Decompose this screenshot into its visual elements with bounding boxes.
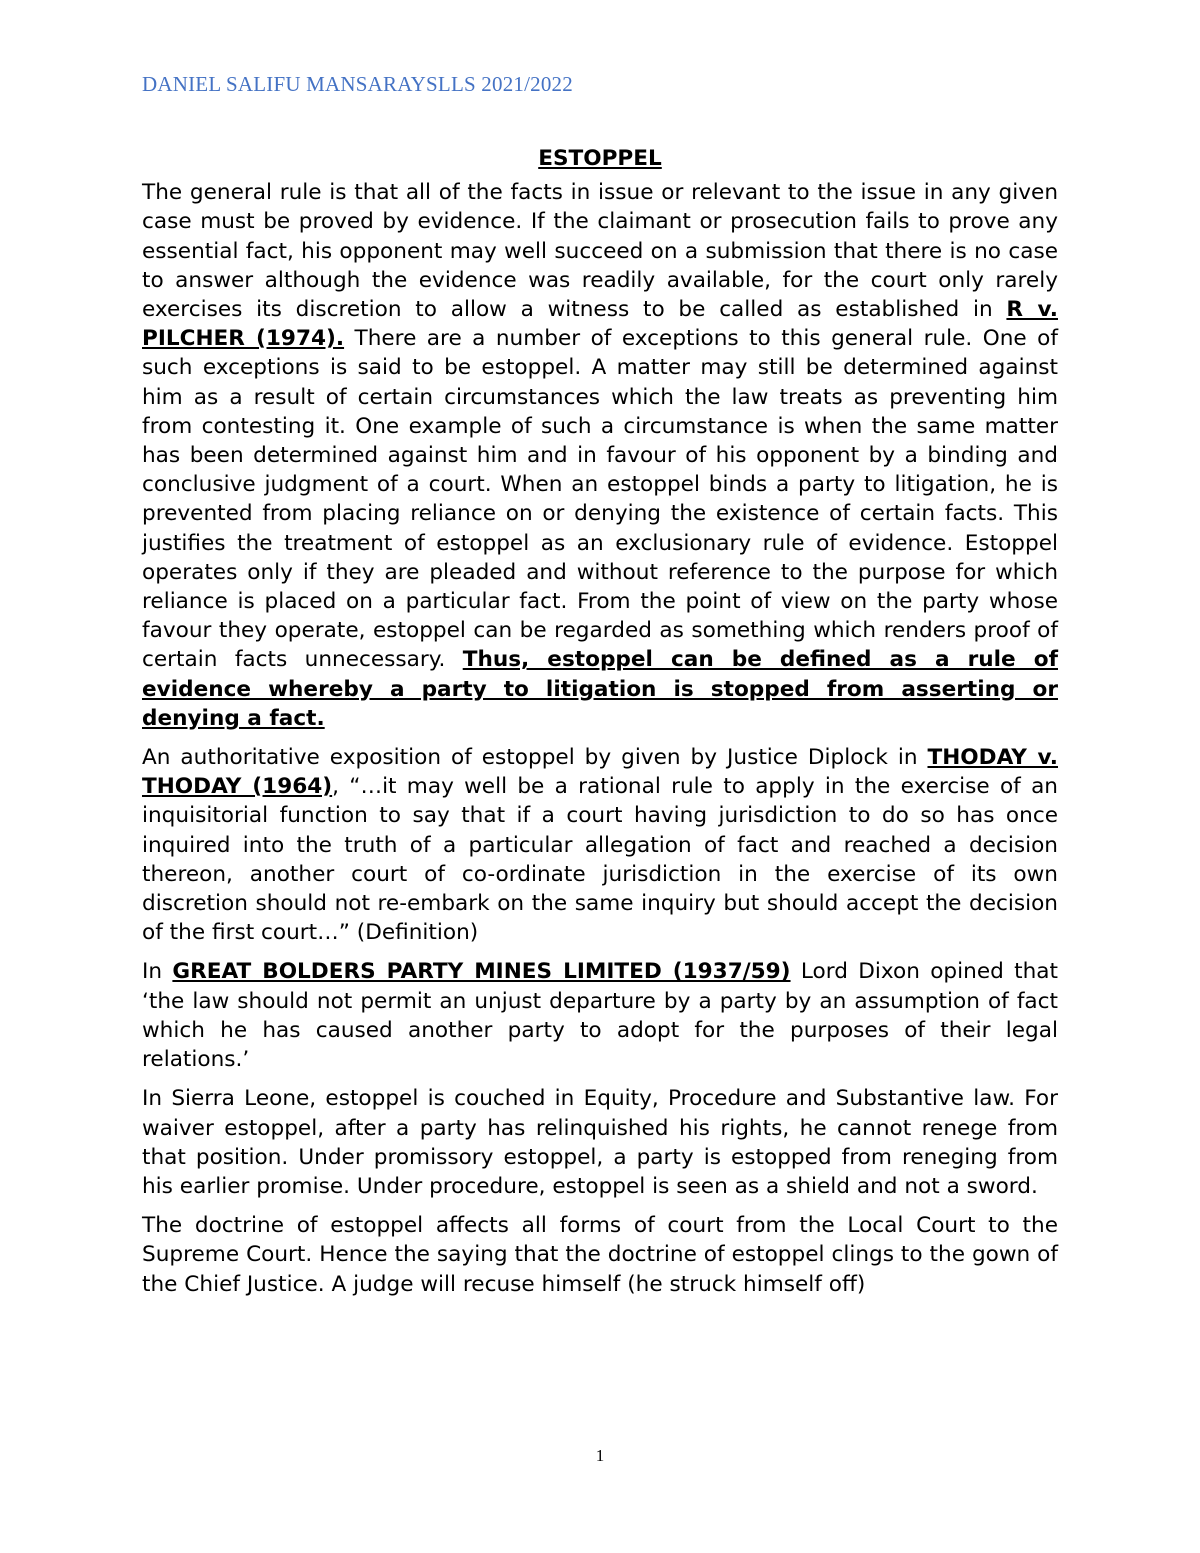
paragraph-text: In [142, 959, 173, 985]
case-citation-thoday: THODAY v. THODAY (1964) [142, 745, 1058, 800]
page-title: ESTOPPEL [538, 146, 662, 171]
paragraph-sierra-leone: In Sierra Leone, estoppel is couched in Equity, Procedure and Substantive law. For waiver estoppel, after a party has relinquished his rights, he cannot renege from that position. Under promissory estoppel, a party is estopped from reneging from his earlier promise. Under procedure, estoppel is seen as a shield and not a sword. [142, 1086, 1058, 1199]
page-header: DANIEL SALIFU MANSARAYSLLS 2021/2022 [142, 72, 573, 96]
paragraph-text: An authoritative exposition of estoppel by given by Justice Diplock in [142, 745, 928, 771]
paragraph-text: There are a number of exceptions to this general rule. One of such exceptions is said to be estoppel. A matter may still be determined against him as a result of certain circumstances which the law treats as preventing him from contesting it. One example of such a circumstance is when the same matter has been determined against him and in favour of his opponent by a binding and conclusive judgment of a court. When an estoppel binds a party to litigation, he is prevented from placing reliance on or denying the existence of certain facts. This justifies the treatment of estoppel as an exclusionary rule of evidence. Estoppel operates only if they are pleaded and without reference to the purpose for which reliance is placed on a particular fact. From the point of view on the party whose favour they operate, estoppel can be regarded as something which renders proof of certain facts unnecessary. [142, 326, 1058, 673]
case-citation-great-bolders: GREAT BOLDERS PARTY MINES LIMITED (1937/59) [172, 959, 791, 985]
paragraph-great-bolders [142, 957, 1058, 1074]
paragraph-general-rule [142, 178, 1058, 733]
paragraph-text: Lord Dixon opined that ‘the law should not permit an unjust departure by a party by an assumption of fact which he has caused another party to adopt for the purposes of their legal relations.’ [142, 959, 1058, 1073]
estoppel-definition: Thus, estoppel can be defined as a rule of evidence whereby a party to litigation is stopped from asserting or denying a fact. [142, 647, 1058, 731]
page-number: 1 [595, 1446, 605, 1465]
paragraph-doctrine: The doctrine of estoppel affects all forms of court from the Local Court to the Supreme Court. Hence the saying that the doctrine of estoppel clings to the gown of the Chief Justice. A judge will recuse himself (he struck himself off) [142, 1213, 1058, 1297]
document-body [142, 144, 1058, 1309]
paragraph-text: , “…it may well be a rational rule to apply in the exercise of an inquisitorial function to say that if a court having jurisdiction to do so has once inquired into the truth of a particular allegation of fact and reached a decision thereon, another court of co-ordinate jurisdiction in the exercise of its own discretion should not re-embark on the same inquiry but should accept the decision of the first court…” (Definition) [142, 774, 1058, 946]
case-citation-pilcher: R v. PILCHER (1974). [142, 297, 1058, 352]
paragraph-thoday [142, 743, 1058, 947]
paragraph-text: The general rule is that all of the facts in issue or relevant to the issue in any given case must be proved by evidence. If the claimant or prosecution fails to prove any essential fact, his opponent may well succeed on a submission that there is no case to answer although the evidence was readily available, for the court only rarely exercises its discretion to allow a witness to be called as established in [142, 180, 1058, 323]
